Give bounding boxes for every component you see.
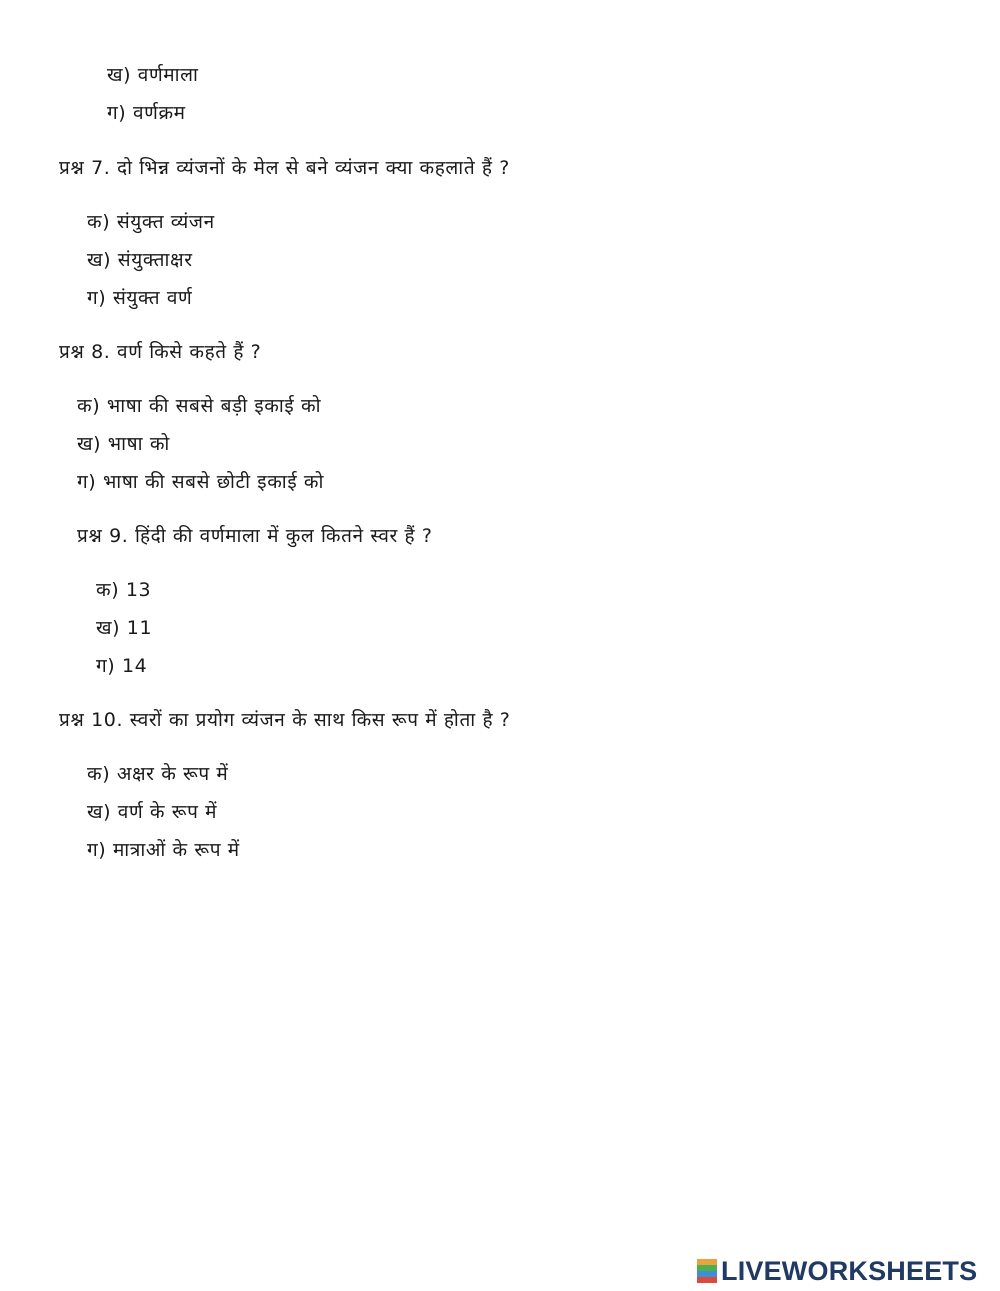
q7-option-ga: ग) संयुक्त वर्ण <box>87 287 193 309</box>
q9-question: प्रश्न 9. हिंदी की वर्णमाला में कुल कितने स्वर हैं ? <box>77 525 433 547</box>
q8-option-ka: क) भाषा की सबसे बड़ी इकाई को <box>77 395 322 417</box>
q9-option-kha: ख) 11 <box>96 617 153 639</box>
liveworksheets-logo <box>697 1256 997 1286</box>
q10-option-ga: ग) मात्राओं के रूप में <box>87 839 240 861</box>
liveworksheets-logo-text: LIVEWORKSHEETS <box>721 1256 978 1286</box>
q8-option-ga: ग) भाषा की सबसे छोटी इकाई को <box>77 471 324 493</box>
q8-option-kha: ख) भाषा को <box>77 433 170 455</box>
q7-question: प्रश्न 7. दो भिन्न व्यंजनों के मेल से बने व्यंजन क्या कहलाते हैं ? <box>59 157 510 179</box>
q10-question: प्रश्न 10. स्वरों का प्रयोग व्यंजन के साथ किस रूप में होता है ? <box>59 709 511 731</box>
q7-option-kha: ख) संयुक्ताक्षर <box>87 249 193 271</box>
liveworksheets-blocks-icon <box>697 1259 717 1283</box>
q9-option-ga: ग) 14 <box>96 655 148 677</box>
q10-option-ka: क) अक्षर के रूप में <box>87 763 229 785</box>
q7-option-ka: क) संयुक्त व्यंजन <box>87 211 215 233</box>
q6-option-ga: ग) वर्णक्रम <box>107 102 186 124</box>
q10-option-kha: ख) वर्ण के रूप में <box>87 801 218 823</box>
q6-option-kha: ख) वर्णमाला <box>107 64 199 86</box>
q9-option-ka: क) 13 <box>96 579 152 601</box>
logo-block-4 <box>697 1277 717 1283</box>
q8-question: प्रश्न 8. वर्ण किसे कहते हैं ? <box>59 341 262 363</box>
